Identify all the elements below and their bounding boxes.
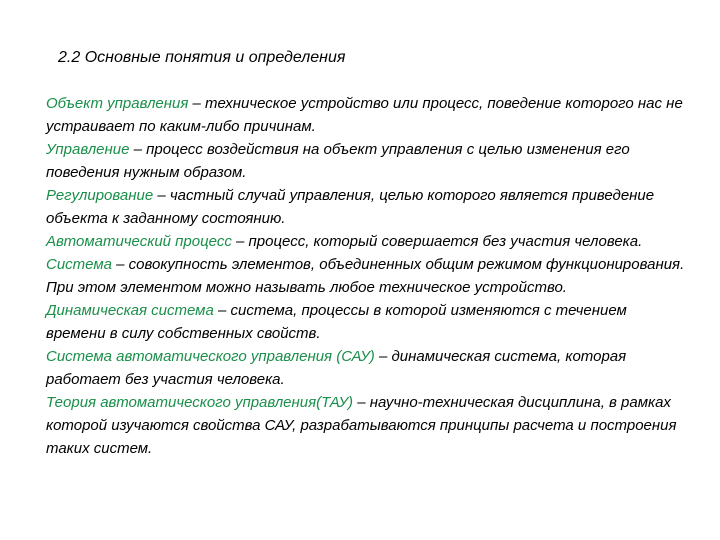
definition-text: – система, процессы в которой изменяются с течением времени в силу собственных свойств.: [46, 302, 627, 342]
definition-text: – техническое устройство или процесс, поведение которого нас не устраивает по каким-либо причинам.: [46, 95, 683, 135]
definition-item: [46, 184, 686, 230]
definition-term: Регулирование: [46, 187, 154, 204]
definitions-list: [46, 92, 686, 460]
definition-term: Система: [46, 256, 112, 273]
definition-term: Управление: [46, 141, 130, 158]
definition-term: Система автоматического управления (САУ): [46, 348, 375, 365]
definition-term: Теория автоматического управления(ТАУ): [46, 394, 354, 411]
definition-term: Объект управления: [46, 95, 189, 112]
definition-term: Динамическая система: [46, 302, 214, 319]
definition-item: [46, 92, 686, 138]
definition-item: [46, 391, 686, 460]
definition-item: [46, 345, 686, 391]
definition-item: [46, 253, 686, 299]
definition-item: [46, 138, 686, 184]
definition-text: – совокупность элементов, объединенных общим режимом функционирования. При этом элементом можно называть любое техническое устройство.: [46, 256, 685, 296]
definition-item: [46, 299, 686, 345]
definition-text: – научно-техническая дисциплина, в рамках которой изучаются свойства САУ, разрабатываются принципы расчета и построения таких систем.: [46, 394, 677, 457]
definition-term: Автоматический процесс: [46, 233, 232, 250]
definition-text: – процесс воздействия на объект управления с целью изменения его поведения нужным образом.: [46, 141, 630, 181]
page-title: 2.2 Основные понятия и определения: [58, 49, 346, 66]
definition-text: – частный случай управления, целью которого является приведение объекта к заданному состоянию.: [46, 187, 655, 227]
definition-item: [46, 230, 686, 253]
definition-text: – динамическая система, которая работает без участия человека.: [46, 348, 627, 388]
definition-text: – процесс, который совершается без участия человека.: [231, 233, 643, 250]
